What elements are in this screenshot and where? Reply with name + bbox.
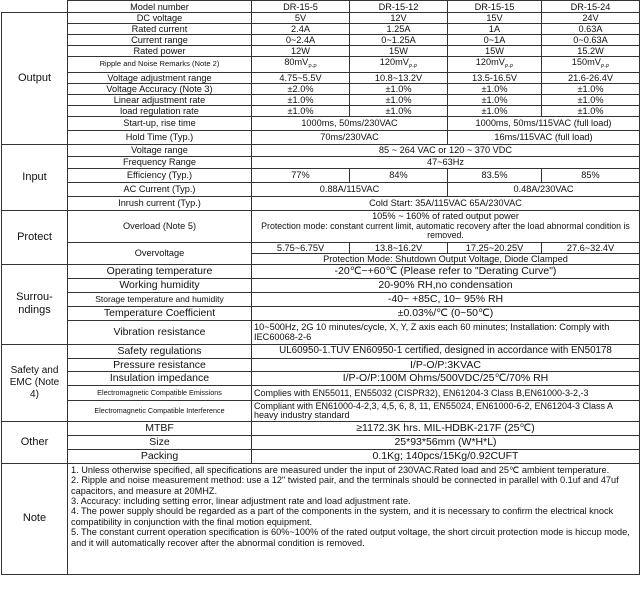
cell: 13.8~16.2V xyxy=(350,242,448,253)
cell: 84% xyxy=(350,168,448,182)
input-category: Input xyxy=(2,144,68,210)
load-reg-row xyxy=(2,105,640,116)
cell: 1.25A xyxy=(350,24,448,35)
row-label: Packing xyxy=(68,449,252,463)
corner-cell xyxy=(2,1,68,13)
row-label: Electromagnetic Compatible Interference xyxy=(68,400,252,421)
overload-line1: 105% ~ 160% of rated output power xyxy=(372,211,519,222)
cell: 27.6~32.4V xyxy=(542,242,640,253)
size-row xyxy=(2,435,640,449)
cell: ≥1172.3K hrs. MIL-HDBK-217F (25℃) xyxy=(252,421,640,435)
cell: ±1.0% xyxy=(448,94,542,105)
dc-voltage-row xyxy=(2,13,640,24)
row-label: Hold Time (Typ.) xyxy=(68,130,252,144)
value: 150mV xyxy=(571,57,601,67)
row-label: Size xyxy=(68,435,252,449)
model-4: DR-15-24 xyxy=(542,1,640,13)
row-label: Voltage Accuracy (Note 3) xyxy=(68,83,252,94)
row-label: Ripple and Noise Remarks (Note 2) xyxy=(68,57,252,73)
cell: ±1.0% xyxy=(252,94,350,105)
cell: 77% xyxy=(252,168,350,182)
suffix: P-P xyxy=(408,63,418,70)
cell: 21.6-26.4V xyxy=(542,72,640,83)
cell: 16ms/115VAC (full load) xyxy=(448,130,640,144)
cell: 0~1.25A xyxy=(350,35,448,46)
cell: 15.2W xyxy=(542,46,640,57)
vadj-row xyxy=(2,72,640,83)
row-label: Efficiency (Typ.) xyxy=(68,168,252,182)
cell: 15W xyxy=(448,46,542,57)
note-item-3: 3. Accuracy: including setting error, linear adjustment rate and load adjustment rate. xyxy=(71,496,411,507)
humidity-row xyxy=(2,278,640,292)
row-label: Start-up, rise time xyxy=(68,116,252,130)
insulation-row xyxy=(2,371,640,385)
emi-row xyxy=(2,385,640,400)
tempco-row xyxy=(2,306,640,320)
cell: 2.4A xyxy=(252,24,350,35)
header-row xyxy=(2,1,640,13)
row-label: Storage temperature and humidity xyxy=(68,292,252,306)
cell xyxy=(350,57,448,73)
cell: 20-90% RH,no condensation xyxy=(252,278,640,292)
withstand-row xyxy=(2,358,640,371)
cell: ±1.0% xyxy=(542,83,640,94)
cell xyxy=(448,57,542,73)
startup-row xyxy=(2,116,640,130)
row-label: Electromagnetic Compatible Emissions xyxy=(68,385,252,400)
surroundings-category: Surrou-ndings xyxy=(2,264,68,344)
cell: 24V xyxy=(542,13,640,24)
row-label: Vibration resistance xyxy=(68,320,252,344)
row-label: AC Current (Typ.) xyxy=(68,182,252,196)
inrush-row xyxy=(2,196,640,210)
cell: ±2.0% xyxy=(252,83,350,94)
cell: ±1.0% xyxy=(542,94,640,105)
cell: ±1.0% xyxy=(350,94,448,105)
cell: 83.5% xyxy=(448,168,542,182)
other-category: Other xyxy=(2,421,68,463)
note-item-5: 5. The constant current operation specification is 60%~100% of the rated output voltage, the short circuit protection mode is hiccup mode, and it will automatically recover after the abnormal condition is removed. xyxy=(71,527,630,548)
note-item-2: 2. Ripple and noise measurement method: use a 12" twisted pair, and the terminals should be connected in parallel with 0.1uf and 47uf capacitors, and measure at 20MHZ. xyxy=(71,475,619,496)
row-label: Current range xyxy=(68,35,252,46)
value: 120mV xyxy=(475,57,505,67)
cell: 0.48A/230VAC xyxy=(448,182,640,196)
value: 120mV xyxy=(379,57,409,67)
current-range-row xyxy=(2,35,640,46)
cell: 10~500Hz, 2G 10 minutes/cycle, X, Y, Z axis each 60 minutes; Installation: Comply with IEC60068-2-6 xyxy=(252,320,640,344)
packing-row xyxy=(2,449,640,463)
row-label: Frequency Range xyxy=(68,156,252,168)
cell: -40~ +85C, 10~ 95% RH xyxy=(252,292,640,306)
ripple-row xyxy=(2,57,640,73)
vrange-row xyxy=(2,144,640,156)
eff-row xyxy=(2,168,640,182)
op-temp-row xyxy=(2,264,640,278)
cell: 25*93*56mm (W*H*L) xyxy=(252,435,640,449)
cell: ±1.0% xyxy=(350,83,448,94)
row-label: Overvoltage xyxy=(68,242,252,264)
model-2: DR-15-12 xyxy=(350,1,448,13)
overload-row xyxy=(2,210,640,242)
cell: ±1.0% xyxy=(448,83,542,94)
overload-line2: Protection mode: constant current limit, automatic recovery after the load abnormal condition is removed. xyxy=(261,220,630,241)
storage-row xyxy=(2,292,640,306)
model-3: DR-15-15 xyxy=(448,1,542,13)
protect-category: Protect xyxy=(2,210,68,264)
row-label: Inrush current (Typ.) xyxy=(68,196,252,210)
hold-row xyxy=(2,130,640,144)
cell: I/P-O/P:3KVAC xyxy=(252,358,640,371)
ac-current-row xyxy=(2,182,640,196)
ems-row xyxy=(2,400,640,421)
rated-power-row xyxy=(2,46,640,57)
output-category: Output xyxy=(2,13,68,145)
cell: I/P-O/P:100M Ohms/500VDC/25℃/70% RH xyxy=(252,371,640,385)
cell: 0~0.63A xyxy=(542,35,640,46)
row-label: MTBF xyxy=(68,421,252,435)
row-label: Rated power xyxy=(68,46,252,57)
cell: ±1.0% xyxy=(350,105,448,116)
row-label: Linear adjustment rate xyxy=(68,94,252,105)
row-label: DC voltage xyxy=(68,13,252,24)
cell: 10.8~13.2V xyxy=(350,72,448,83)
note-row xyxy=(2,463,640,574)
cell: 0.63A xyxy=(542,24,640,35)
row-label: load regulation rate xyxy=(68,105,252,116)
safety-category: Safety and EMC (Note 4) xyxy=(2,344,68,421)
cell: Cold Start: 35A/115VAC 65A/230VAC xyxy=(252,196,640,210)
cell: 12W xyxy=(252,46,350,57)
line-reg-row xyxy=(2,94,640,105)
cell: 17.25~20.25V xyxy=(448,242,542,253)
suffix: P-P xyxy=(504,63,514,70)
cell: 1A xyxy=(448,24,542,35)
overvoltage-row xyxy=(2,242,640,253)
row-label: Operating temperature xyxy=(68,264,252,278)
cell: 0.88A/115VAC xyxy=(252,182,448,196)
notes-cell xyxy=(68,463,640,574)
cell: 1000ms, 50ms/230VAC xyxy=(252,116,448,130)
model-1: DR-15-5 xyxy=(252,1,350,13)
cell: 0.1Kg; 140pcs/15Kg/0.92CUFT xyxy=(252,449,640,463)
cell: 15W xyxy=(350,46,448,57)
cell: 5.75~6.75V xyxy=(252,242,350,253)
vibration-row xyxy=(2,320,640,344)
cell: 85 ~ 264 VAC or 120 ~ 370 VDC xyxy=(252,144,640,156)
row-label: Safety regulations xyxy=(68,344,252,358)
cell: 12V xyxy=(350,13,448,24)
cell xyxy=(252,210,640,242)
row-label: Temperature Coefficient xyxy=(68,306,252,320)
cell: 85% xyxy=(542,168,640,182)
cell: ±1.0% xyxy=(542,105,640,116)
suffix: P-P xyxy=(308,63,317,70)
cell: ±0.03%/℃ (0~50℃) xyxy=(252,306,640,320)
note-item-1: 1. Unless otherwise specified, all specifications are measured under the input of 230VAC.Rated load and 25℃ ambient temperature. xyxy=(71,464,610,475)
cell: 1000ms, 50ms/115VAC (full load) xyxy=(448,116,640,130)
cell: Compliant with EN61000-4-2,3, 4,5, 6, 8, 11, EN55024, EN61000-6-2, EN61204-3 Class A heavy industry standard xyxy=(252,400,640,421)
cell: 4.75~5.5V xyxy=(252,72,350,83)
cell: 5V xyxy=(252,13,350,24)
mtbf-row xyxy=(2,421,640,435)
cell: 70ms/230VAC xyxy=(252,130,448,144)
value: 80mV xyxy=(284,57,309,67)
vacc-row xyxy=(2,83,640,94)
cell: Protection Mode: Shutdown Output Voltage, Diode Clamped xyxy=(252,253,640,264)
cell xyxy=(542,57,640,73)
note-category: Note xyxy=(2,463,68,574)
cell: ±1.0% xyxy=(252,105,350,116)
row-label: Overload (Note 5) xyxy=(68,210,252,242)
cell: 0~1A xyxy=(448,35,542,46)
cell: 47~63Hz xyxy=(252,156,640,168)
row-label: Insulation impedance xyxy=(68,371,252,385)
row-label: Voltage range xyxy=(68,144,252,156)
row-label: Rated current xyxy=(68,24,252,35)
row-label: Pressure resistance xyxy=(68,358,252,371)
cell: ±1.0% xyxy=(448,105,542,116)
freq-row xyxy=(2,156,640,168)
cell: UL60950-1.TUV EN60950-1 certified, designed in accordance with EN50178 xyxy=(252,344,640,358)
cell: -20℃~+60℃ (Please refer to "Derating Curve") xyxy=(252,264,640,278)
cell: 0~2.4A xyxy=(252,35,350,46)
suffix: P-P xyxy=(600,63,610,70)
cell: 15V xyxy=(448,13,542,24)
row-label: Working humidity xyxy=(68,278,252,292)
row-label: Voltage adjustment range xyxy=(68,72,252,83)
spec-table xyxy=(1,0,640,575)
note-item-4: 4. The power supply should be regarded as a part of the components in the system, and it is necessary to confirm the electrical knock compatibility in conjunction with the final motion equipment. xyxy=(71,506,614,527)
regs-row xyxy=(2,344,640,358)
cell: Complies with EN55011, EN55032 (CISPR32), EN61204-3 Class B,EN61000-3-2,-3 xyxy=(252,385,640,400)
rated-current-row xyxy=(2,24,640,35)
model-number-label: Model number xyxy=(68,1,252,13)
cell xyxy=(252,57,350,73)
cell: 13.5-16.5V xyxy=(448,72,542,83)
